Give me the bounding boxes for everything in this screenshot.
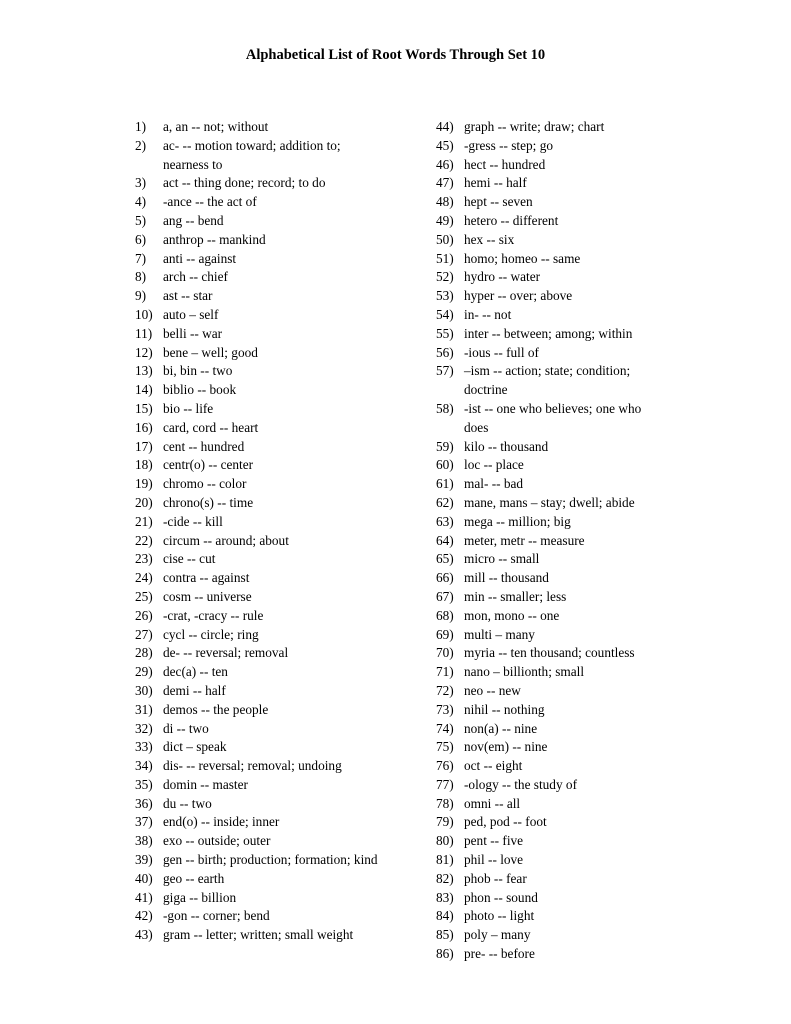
item-number: 71)	[436, 664, 454, 680]
item-definition: meter, metr -- measure	[464, 532, 585, 548]
list-item	[436, 607, 661, 626]
item-definition: ast -- star	[163, 288, 213, 304]
list-item	[436, 663, 661, 682]
item-number: 35)	[135, 776, 153, 792]
item-number: 57)	[436, 363, 454, 379]
item-number: 11)	[135, 325, 153, 341]
item-number: 44)	[436, 119, 454, 134]
item-number: 49)	[436, 212, 454, 228]
item-definition: giga -- billion	[163, 889, 237, 905]
item-definition: inter -- between; among; within	[464, 325, 633, 341]
item-definition: multi – many	[464, 626, 535, 642]
item-number: 73)	[436, 701, 454, 717]
item-number: 85)	[436, 927, 454, 943]
item-number: 76)	[436, 758, 454, 774]
list-item	[135, 588, 380, 607]
item-number: 24)	[135, 570, 153, 586]
item-number: 54)	[436, 306, 454, 322]
list-item	[135, 231, 380, 250]
item-definition: nano – billionth; small	[464, 664, 585, 680]
item-definition: anti -- against	[163, 250, 237, 266]
list-item	[436, 456, 661, 475]
item-definition: act -- thing done; record; to do	[163, 175, 326, 191]
list-item	[135, 137, 380, 175]
item-number: 68)	[436, 607, 454, 623]
item-definition: cent -- hundred	[163, 438, 245, 454]
list-item	[436, 851, 661, 870]
list-item	[436, 588, 661, 607]
item-number: 42)	[135, 908, 153, 924]
list-item	[135, 250, 380, 269]
list-item	[135, 212, 380, 231]
item-number: 15)	[135, 400, 153, 416]
item-definition: demi -- half	[163, 682, 226, 698]
list-item	[135, 193, 380, 212]
list-item	[436, 513, 661, 532]
item-definition: chrono(s) -- time	[163, 494, 254, 510]
item-definition: –ism -- action; state; condition; doctrine	[464, 363, 631, 398]
list-item	[436, 569, 661, 588]
list-item	[135, 813, 380, 832]
item-number: 2)	[135, 137, 147, 153]
item-number: 74)	[436, 720, 454, 736]
item-definition: contra -- against	[163, 570, 250, 586]
list-item	[436, 532, 661, 551]
item-definition: -gon -- corner; bend	[163, 908, 270, 924]
item-number: 75)	[436, 739, 454, 755]
item-number: 6)	[135, 231, 147, 247]
item-definition: cise -- cut	[163, 551, 216, 567]
list-item	[436, 212, 661, 231]
list-item	[135, 325, 380, 344]
list-item	[436, 870, 661, 889]
item-definition: homo; homeo -- same	[464, 250, 581, 266]
list-item	[436, 325, 661, 344]
item-number: 48)	[436, 194, 454, 210]
item-definition: hetero -- different	[464, 212, 559, 228]
item-number: 14)	[135, 382, 153, 398]
list-item	[135, 907, 380, 926]
list-item	[135, 926, 380, 945]
item-definition: min -- smaller; less	[464, 588, 567, 604]
item-definition: hex -- six	[464, 231, 515, 247]
item-number: 78)	[436, 795, 454, 811]
item-definition: di -- two	[163, 720, 209, 736]
list-item	[135, 287, 380, 306]
item-definition: kilo -- thousand	[464, 438, 549, 454]
item-definition: a, an -- not; without	[163, 119, 269, 134]
item-number: 70)	[436, 645, 454, 661]
item-number: 40)	[135, 870, 153, 886]
list-item	[436, 231, 661, 250]
item-definition: de- -- reversal; removal	[163, 645, 289, 661]
item-number: 51)	[436, 250, 454, 266]
item-definition: poly – many	[464, 927, 531, 943]
item-definition: geo -- earth	[163, 870, 225, 886]
item-number: 58)	[436, 400, 454, 416]
item-number: 55)	[436, 325, 454, 341]
list-item	[436, 118, 661, 137]
item-number: 72)	[436, 682, 454, 698]
item-number: 83)	[436, 889, 454, 905]
item-number: 41)	[135, 889, 153, 905]
list-item	[436, 945, 661, 964]
item-definition: graph -- write; draw; chart	[464, 119, 605, 134]
item-definition: -ious -- full of	[464, 344, 539, 360]
item-number: 36)	[135, 795, 153, 811]
item-number: 21)	[135, 513, 153, 529]
item-definition: dec(a) -- ten	[163, 664, 228, 680]
list-item	[436, 720, 661, 739]
item-number: 5)	[135, 212, 147, 228]
list-item	[135, 494, 380, 513]
item-number: 26)	[135, 607, 153, 623]
item-definition: nov(em) -- nine	[464, 739, 548, 755]
item-number: 18)	[135, 457, 153, 473]
page-title: Alphabetical List of Root Words Through Set 10	[245, 47, 546, 63]
item-number: 32)	[135, 720, 153, 736]
list-item	[436, 362, 661, 400]
item-definition: demos -- the people	[163, 701, 269, 717]
list-item	[436, 174, 661, 193]
list-item	[436, 832, 661, 851]
item-number: 9)	[135, 288, 147, 304]
item-number: 8)	[135, 269, 147, 285]
item-number: 65)	[436, 551, 454, 567]
item-definition: in- -- not	[464, 306, 512, 322]
item-definition: cycl -- circle; ring	[163, 626, 259, 642]
item-definition: micro -- small	[464, 551, 540, 567]
item-number: 33)	[135, 739, 153, 755]
item-definition: myria -- ten thousand; countless	[464, 645, 635, 661]
item-definition: pre- -- before	[464, 946, 535, 962]
list-item	[436, 701, 661, 720]
list-item	[135, 889, 380, 908]
item-number: 59)	[436, 438, 454, 454]
list-item	[135, 550, 380, 569]
item-number: 34)	[135, 758, 153, 774]
item-number: 27)	[135, 626, 153, 642]
list-item	[135, 268, 380, 287]
item-number: 53)	[436, 288, 454, 304]
item-number: 61)	[436, 476, 454, 492]
list-item	[436, 776, 661, 795]
item-number: 56)	[436, 344, 454, 360]
item-number: 23)	[135, 551, 153, 567]
list-item	[135, 118, 380, 137]
item-definition: ped, pod -- foot	[464, 814, 547, 830]
list-item	[436, 738, 661, 757]
list-item	[135, 682, 380, 701]
item-number: 13)	[135, 363, 153, 379]
list-item	[135, 532, 380, 551]
item-definition: card, cord -- heart	[163, 419, 259, 435]
item-number: 47)	[436, 175, 454, 191]
list-item	[135, 513, 380, 532]
list-item	[135, 720, 380, 739]
item-definition: biblio -- book	[163, 382, 237, 398]
item-definition: bene – well; good	[163, 344, 258, 360]
item-definition: gram -- letter; written; small weight	[163, 927, 354, 943]
item-definition: hydro -- water	[464, 269, 541, 285]
item-definition: centr(o) -- center	[163, 457, 254, 473]
item-number: 81)	[436, 852, 454, 868]
list-item	[436, 889, 661, 908]
item-definition: exo -- outside; outer	[163, 833, 271, 849]
list-item	[436, 287, 661, 306]
item-number: 4)	[135, 194, 147, 210]
item-definition: auto – self	[163, 306, 219, 322]
item-definition: pent -- five	[464, 833, 524, 849]
list-item	[135, 306, 380, 325]
list-item	[436, 757, 661, 776]
item-definition: mal- -- bad	[464, 476, 524, 492]
item-definition: hect -- hundred	[464, 156, 546, 172]
item-number: 19)	[135, 476, 153, 492]
list-item	[436, 494, 661, 513]
list-item	[436, 475, 661, 494]
list-item	[135, 870, 380, 889]
list-item	[135, 644, 380, 663]
item-number: 46)	[436, 156, 454, 172]
item-definition: gen -- birth; production; formation; kind	[163, 852, 378, 868]
list-item	[436, 193, 661, 212]
item-number: 64)	[436, 532, 454, 548]
list-item	[135, 795, 380, 814]
item-definition: photo -- light	[464, 908, 535, 924]
list-item	[436, 907, 661, 926]
list-item	[135, 738, 380, 757]
item-definition: mon, mono -- one	[464, 607, 560, 623]
list-item	[135, 400, 380, 419]
item-definition: ac- -- motion toward; addition to; nearness to	[163, 137, 341, 172]
item-definition: chromo -- color	[163, 476, 247, 492]
item-number: 52)	[436, 269, 454, 285]
list-item	[436, 926, 661, 945]
item-definition: -cide -- kill	[163, 513, 223, 529]
item-number: 84)	[436, 908, 454, 924]
list-item	[436, 250, 661, 269]
list-item	[436, 682, 661, 701]
item-definition: loc -- place	[464, 457, 524, 473]
item-number: 39)	[135, 852, 153, 868]
item-definition: dis- -- reversal; removal; undoing	[163, 758, 342, 774]
item-number: 10)	[135, 306, 153, 322]
item-definition: circum -- around; about	[163, 532, 289, 548]
list-item	[436, 438, 661, 457]
item-definition: arch -- chief	[163, 269, 228, 285]
item-definition: -ology -- the study of	[464, 776, 578, 792]
item-definition: bi, bin -- two	[163, 363, 233, 379]
list-item	[135, 475, 380, 494]
list-item	[135, 851, 380, 870]
list-item	[436, 156, 661, 175]
list-item	[135, 344, 380, 363]
list-item	[135, 174, 380, 193]
item-number: 22)	[135, 532, 153, 548]
list-item	[436, 344, 661, 363]
list-item	[436, 306, 661, 325]
item-number: 66)	[436, 570, 454, 586]
item-number: 80)	[436, 833, 454, 849]
list-item	[135, 456, 380, 475]
list-item	[135, 569, 380, 588]
item-number: 31)	[135, 701, 153, 717]
item-definition: bio -- life	[163, 400, 214, 416]
item-definition: cosm -- universe	[163, 588, 252, 604]
item-number: 67)	[436, 588, 454, 604]
item-number: 17)	[135, 438, 153, 454]
item-number: 37)	[135, 814, 153, 830]
list-item	[436, 137, 661, 156]
item-number: 7)	[135, 250, 147, 266]
item-definition: -ist -- one who believes; one who does	[464, 400, 642, 435]
root-word-list-right	[436, 118, 661, 964]
item-definition: du -- two	[163, 795, 212, 811]
item-definition: anthrop -- mankind	[163, 231, 266, 247]
item-definition: hept -- seven	[464, 194, 533, 210]
item-definition: phob -- fear	[464, 870, 527, 886]
list-item	[135, 757, 380, 776]
list-item	[135, 362, 380, 381]
item-definition: oct -- eight	[464, 758, 523, 774]
list-item	[135, 607, 380, 626]
item-number: 77)	[436, 776, 454, 792]
list-item	[135, 663, 380, 682]
item-definition: hyper -- over; above	[464, 288, 573, 304]
item-definition: nihil -- nothing	[464, 701, 545, 717]
list-item	[135, 626, 380, 645]
item-number: 79)	[436, 814, 454, 830]
list-item	[436, 550, 661, 569]
item-number: 38)	[135, 833, 153, 849]
list-item	[135, 438, 380, 457]
item-definition: omni -- all	[464, 795, 521, 811]
item-definition: domin -- master	[163, 776, 248, 792]
item-definition: ang -- bend	[163, 212, 224, 228]
item-definition: end(o) -- inside; inner	[163, 814, 280, 830]
list-item	[135, 381, 380, 400]
list-item	[135, 701, 380, 720]
item-definition: belli -- war	[163, 325, 223, 341]
list-item	[436, 813, 661, 832]
item-definition: neo -- new	[464, 682, 521, 698]
item-number: 50)	[436, 231, 454, 247]
item-number: 82)	[436, 870, 454, 886]
item-definition: mega -- million; big	[464, 513, 571, 529]
item-definition: phil -- love	[464, 852, 524, 868]
item-definition: -gress -- step; go	[464, 137, 553, 153]
item-number: 62)	[436, 494, 454, 510]
item-number: 16)	[135, 419, 153, 435]
item-definition: hemi -- half	[464, 175, 527, 191]
item-number: 12)	[135, 344, 153, 360]
item-number: 45)	[436, 137, 454, 153]
item-number: 20)	[135, 494, 153, 510]
list-item	[436, 268, 661, 287]
item-number: 3)	[135, 175, 147, 191]
list-item	[436, 400, 661, 438]
item-definition: mill -- thousand	[464, 570, 549, 586]
list-item	[135, 832, 380, 851]
item-definition: dict – speak	[163, 739, 227, 755]
item-number: 25)	[135, 588, 153, 604]
item-definition: mane, mans – stay; dwell; abide	[464, 494, 635, 510]
item-number: 60)	[436, 457, 454, 473]
list-item	[135, 776, 380, 795]
item-number: 28)	[135, 645, 153, 661]
list-item	[436, 795, 661, 814]
item-number: 63)	[436, 513, 454, 529]
item-definition: -crat, -cracy -- rule	[163, 607, 264, 623]
item-definition: -ance -- the act of	[163, 194, 257, 210]
root-word-list-left	[135, 118, 380, 945]
list-item	[135, 419, 380, 438]
list-item	[436, 626, 661, 645]
item-definition: phon -- sound	[464, 889, 538, 905]
item-number: 1)	[135, 119, 147, 134]
list-item	[436, 644, 661, 663]
item-number: 86)	[436, 946, 454, 962]
item-number: 29)	[135, 664, 153, 680]
item-number: 69)	[436, 626, 454, 642]
item-definition: non(a) -- nine	[464, 720, 538, 736]
item-number: 30)	[135, 682, 153, 698]
item-number: 43)	[135, 927, 153, 943]
